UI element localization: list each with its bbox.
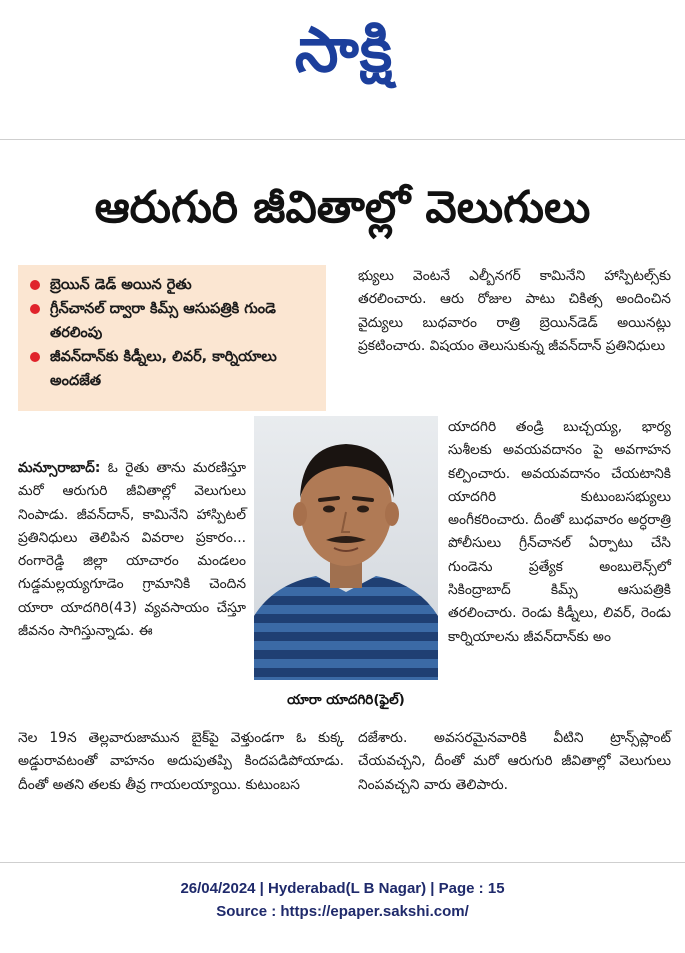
highlight-item <box>28 297 318 345</box>
body-column-right-top: భ్యులు వెంటనే ఎల్బీనగర్ కామినేని హాస్పిటల్స్‌కు తరలించారు. ఆరు రోజుల పాటు చికిత్స అందించిన వైద్యులు బుధవారం రాత్రి బ్రెయిన్‌డెడ్ అయినట్లు ప్రకటించారు. విషయం తెలుసుకున్న జీవన్‌దాన్ ప్రతినిధులు <box>358 268 671 354</box>
dateline: మన్సూరాబాద్: <box>18 460 101 476</box>
body-column-left-top <box>18 457 246 643</box>
highlight-text: గ్రీన్‌చానల్ ద్వారా కిమ్స్ ఆసుపత్రికి గుండె తరలింపు <box>50 301 276 341</box>
footer-divider <box>0 862 685 863</box>
body-column-left-bottom: నెల 19న తెల్లవారుజామున బైక్‌పై వెళ్తుండగా ఓ కుక్క అడ్డురావటంతో వాహనం అదుపుతప్పి కిందపడిపోయాడు. దీంతో అతని తలకు తీవ్ర గాయలయ్యాయి. కుటుంబస <box>18 730 344 793</box>
body-column-right-mid: యాదగిరి తండ్రి బుచ్చయ్య, భార్య సుశీలకు అవయవదానం పై అవగాహన కల్పించారు. అవయవదానం చేయటానికి యాదగిరి కుటుంబసభ్యులు అంగీకరించారు. దీంతో బుధవారం అర్ధరాత్రి పోలీసులు గ్రీన్‌చానల్ ఏర్పాటు చేసి గుండెను ప్రత్యేక అంబులెన్స్‌లో సికింద్రాబాద్ కిమ్స్ ఆసుపత్రికి తరలించారు. రెండు కిడ్నీలు, లివర్, రెండు కార్నియాలను జీవన్‌దాన్‌కు అం <box>448 419 671 645</box>
bullet-icon <box>30 304 40 314</box>
masthead-divider <box>0 139 685 140</box>
photo-caption: యారా యాదగిరి(ఫైల్) <box>287 692 405 708</box>
footer-source-link[interactable]: Source : https://epaper.sakshi.com/ <box>216 903 469 920</box>
highlight-text: బ్రెయిన్ డెడ్ అయిన రైతు <box>50 277 192 293</box>
headline: ఆరుగురి జీవితాల్లో వెలుగులు <box>94 182 591 233</box>
body-column-right-bottom: దజేశారు. అవసరమైనవారికి వీటిని ట్రాన్స్‌ప్లాంట్ చేయవచ్చని, దీంతో మరో ఆరుగురి జీవితాల్లో వెలుగులు నింపవచ్చని వారు తెలిపారు. <box>358 730 671 793</box>
person-photo-icon <box>254 416 438 680</box>
masthead-logo: సాక్షి <box>294 13 394 86</box>
footer-edition-info: 26/04/2024 | Hyderabad(L B Nagar) | Page : 15 <box>180 880 505 897</box>
highlight-text: జీవన్‌దాన్‌కు కిడ్నీలు, లివర్, కార్నియాలు అందజేత <box>50 349 277 389</box>
body-text: ఓ రైతు తాను మరణిస్తూ మరో ఆరుగురి జీవితాల్లో వెలుగులు నింపాడు. జీవన్‌దాన్, కామినేని హాస్పిటల్ ప్రతినిధులు తెలిపిన వివరాల ప్రకారం... రంగారెడ్డి జిల్లా యాచారం మండలం గుడ్డమల్లయ్యగూడెం గ్రామానికి చెందిన యారా యాదగిరి(43) వ్యవసాయం చేస్తూ జీవనం సాగిస్తున్నాడు. ఈ <box>18 460 246 640</box>
bullet-icon <box>30 280 40 290</box>
highlights-box <box>18 265 326 411</box>
bullet-icon <box>30 352 40 362</box>
highlight-item <box>28 345 318 393</box>
highlight-item <box>28 273 318 297</box>
